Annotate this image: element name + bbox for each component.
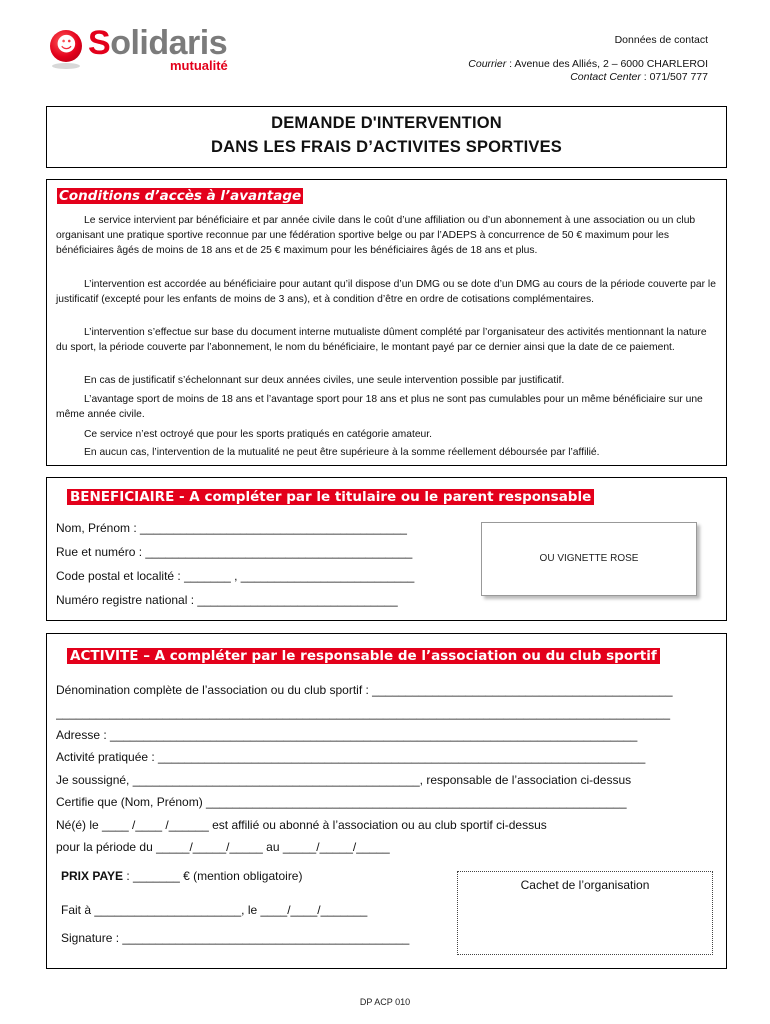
condition-paragraph-3: L’intervention s’effectue sur base du document interne mutualiste dûment complété par l’organisateur des activités mentionnant la nature du sport, la période couverte par l’abonnement, le nom du bénéficiaire, le montant payé par ce dernier ainsi que la date de ce paiement. — [56, 327, 707, 353]
logo-figure-icon: ☻ — [56, 32, 77, 56]
form-title-line2: DANS LES FRAIS D’ACTIVITES SPORTIVES — [211, 138, 562, 156]
form-title-box — [46, 106, 727, 168]
rue-numero-field[interactable]: Rue et numéro : ________________________________________ — [56, 545, 413, 559]
condition-paragraph-1: Le service intervient par bénéficiaire et par année civile dans le coût d’une affiliation ou d’un abonnement à une association ou un club organisant une pratique sportive reconnue par une fédération sportive belge ou par l’ADEPS à concurrence de 50 € maximum pour les bénéficiaires âgés de moins de 18 ans et de 25 € maximum pour les bénéficiaires âgés de 18 ans et plus. — [56, 215, 696, 256]
cachet-label: Cachet de l’organisation — [520, 878, 650, 892]
condition-paragraph-5: L’avantage sport de moins de 18 ans et l’avantage sport pour 18 ans et plus ne sont pas cumulables pour un même bénéficiaire sur une même année civile. — [56, 394, 703, 420]
conditions-section — [46, 179, 727, 466]
conditions-heading: Conditions d’accès à l’avantage — [59, 188, 302, 204]
code-postal-field[interactable]: Code postal et localité : _______ , __________________________ — [56, 569, 415, 583]
contact-title: Données de contact — [614, 34, 708, 46]
solidaris-logo — [50, 24, 240, 78]
adresse-field[interactable]: Adresse : _______________________________________________________________________________ — [56, 728, 638, 742]
document-reference: DP ACP 010 — [359, 997, 411, 1007]
condition-paragraph-6: Ce service n’est octroyé que pour les sports pratiqués en catégorie amateur. — [84, 429, 432, 440]
signature-field[interactable]: Signature : ___________________________________________ — [61, 931, 410, 945]
condition-paragraph-7: En aucun cas, l’intervention de la mutualité ne peut être supérieure à la somme réellement déboursée par l’affilié. — [84, 447, 600, 458]
certifie-field[interactable]: Certifie que (Nom, Prénom) _______________________________________________________________ — [56, 795, 627, 809]
beneficiaire-section — [46, 477, 727, 621]
fait-a-field[interactable]: Fait à ______________________, le ____/____/_______ — [61, 903, 368, 917]
denomination-field[interactable]: Dénomination complète de l’association ou du club sportif : _____________________________________________ — [56, 683, 673, 697]
condition-paragraph-4: En cas de justificatif s’échelonnant sur deux années civiles, une seule intervention possible par justificatif. — [84, 375, 565, 386]
periode-field[interactable]: pour la période du _____/_____/_____ au _____/_____/_____ — [56, 840, 390, 854]
registre-national-field[interactable]: Numéro registre national : ______________________________ — [56, 593, 398, 607]
beneficiaire-heading: BENEFICIAIRE - A compléter par le titulaire ou le parent responsable — [67, 489, 594, 505]
courrier-line: Courrier : Avenue des Alliés, 2 – 6000 CHARLEROI — [468, 58, 708, 70]
form-title-line1: DEMANDE D'INTERVENTION — [271, 114, 502, 132]
date-naissance-field[interactable]: Né(é) le ____ /____ /______ est affilié ou abonné à l’association ou au club sportif ci-dessus — [56, 818, 547, 832]
vignette-rose-box[interactable] — [481, 522, 697, 596]
prix-paye-field[interactable]: PRIX PAYE : _______ € (mention obligatoire) — [61, 869, 303, 883]
activite-heading: ACTIVITE – A compléter par le responsable de l’association ou du club sportif — [67, 648, 660, 664]
logo-name: Solidaris — [88, 24, 228, 62]
contact-center-line: Contact Center : 071/507 777 — [570, 71, 708, 83]
cachet-box[interactable] — [457, 871, 713, 955]
vignette-rose-label: OU VIGNETTE ROSE — [539, 553, 639, 564]
activite-section — [46, 633, 727, 969]
denomination-continued-field[interactable]: ____________________________________________________________________________________________ — [56, 706, 670, 720]
logo-subtitle: mutualité — [170, 58, 228, 73]
activite-pratiquee-field[interactable]: Activité pratiquée : _________________________________________________________________________ — [56, 750, 646, 764]
nom-prenom-field[interactable]: Nom, Prénom : ________________________________________ — [56, 521, 407, 535]
condition-paragraph-2: L’intervention est accordée au bénéficiaire pour autant qu’il dispose d’un DMG ou se dote d’un DMG au cours de la période couverte par le justificatif (excepté pour les enfants de moins de 3 ans), et à condition d’être en ordre de cotisations complémentaires. — [56, 279, 716, 305]
logo-shadow — [52, 63, 80, 69]
soussigne-field[interactable]: Je soussigné, ___________________________________________, responsable de l’association ci-dessus — [56, 773, 632, 787]
